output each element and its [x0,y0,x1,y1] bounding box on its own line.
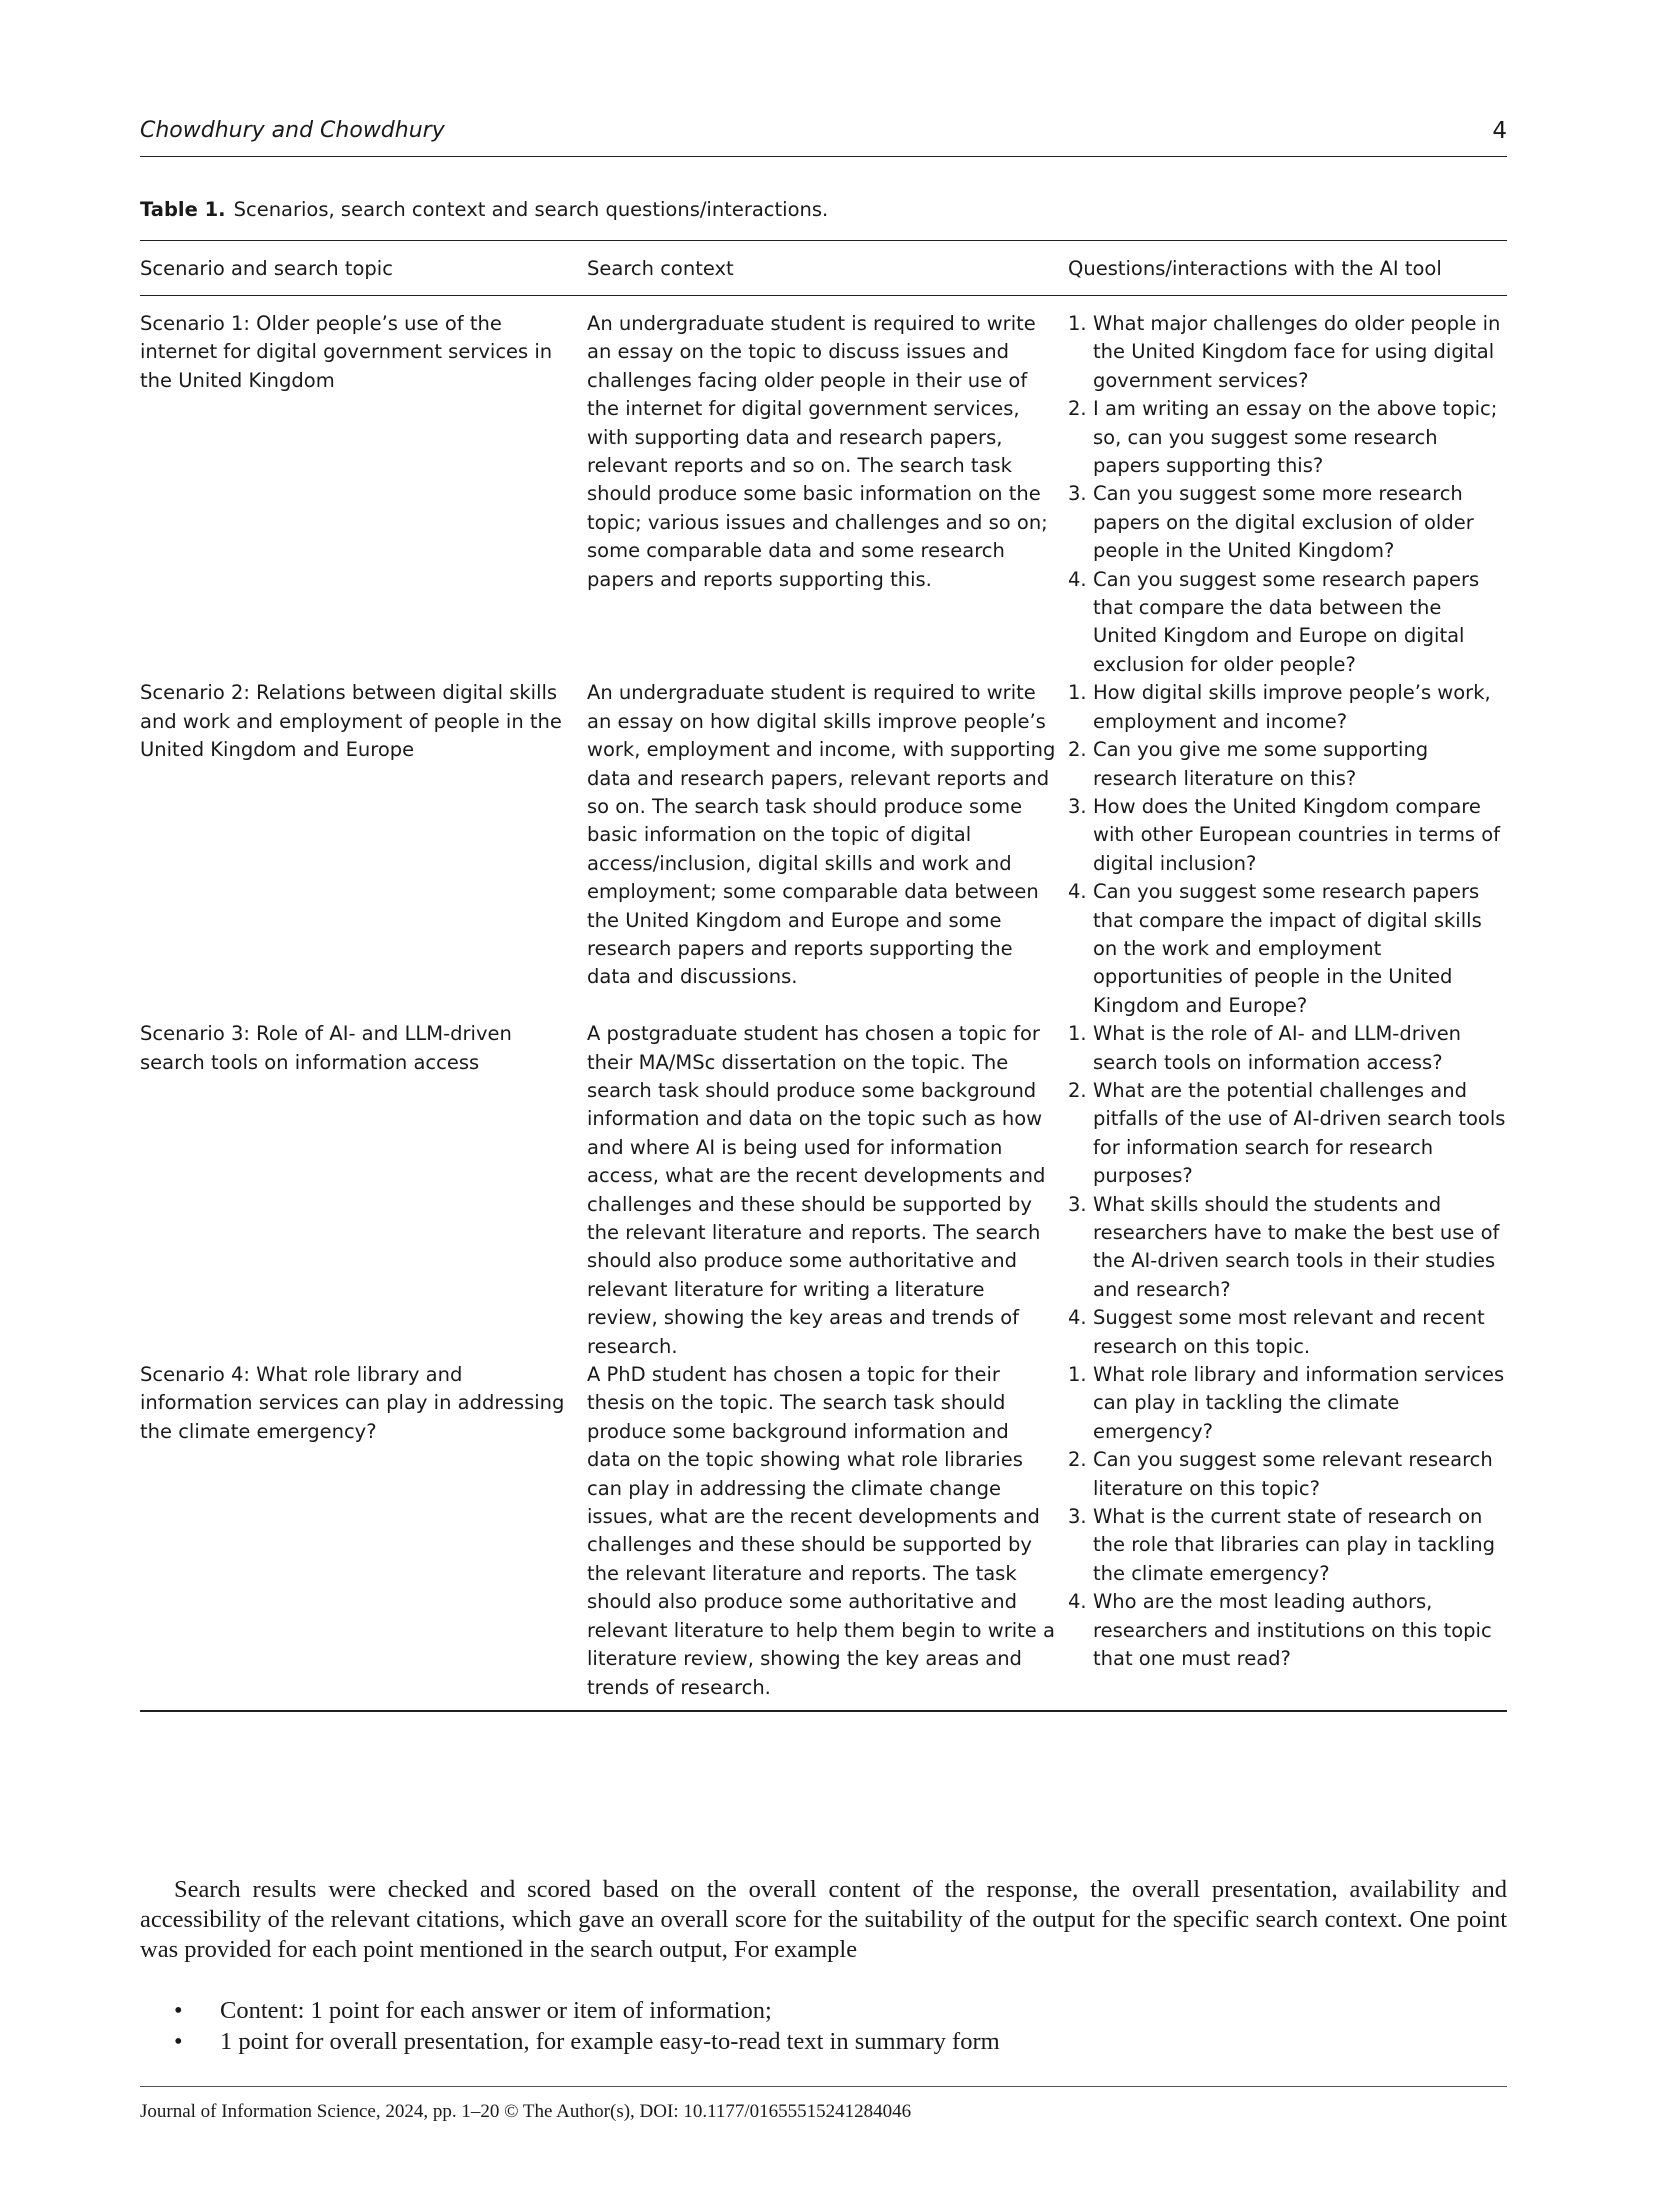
running-head-authors: Chowdhury and Chowdhury [140,118,445,143]
column-header-questions: Questions/interactions with the AI tool [1068,256,1442,280]
question-text: What is the role of AI- and LLM-driven search tools on information access? [1093,1022,1462,1074]
context-cell: A PhD student has chosen a topic for their thesis on the topic. The search task should produce some background information and data on the topic showing what role libraries can play in addressing the climate change issues, what are the recent developments and challenges and these should be supported by the relevant literature and reports. The task should also produce some authoritative and relevant literature to help them begin to write a literature review, showing the key areas and trends of research. [587,1363,1055,1699]
question-text: What skills should the students and researchers have to make the best use of the AI-driven search tools in their studies and research? [1093,1192,1500,1301]
table-row [140,1020,1507,1361]
question-text: How digital skills improve people’s work, employment and income? [1093,681,1491,733]
bullet-item [140,2026,1507,2057]
question-number: 2. [1068,397,1087,421]
questions-cell [1068,1020,1507,1361]
page [140,0,1507,2205]
question-item [1068,679,1507,736]
scenario-cell: Scenario 2: Relations between digital skills and work and employment of people in the United Kingdom and Europe [140,681,562,762]
question-item [1068,395,1507,480]
table-label: Table 1. [140,198,226,221]
question-text: What role library and information services can play in tackling the climate emergency? [1093,1363,1505,1443]
question-text: Can you suggest some more research papers on the digital exclusion of older people in the United Kingdom? [1093,482,1474,563]
question-item [1068,1361,1507,1446]
question-number: 3. [1068,1505,1087,1529]
column-header-scenario: Scenario and search topic [140,256,393,280]
question-list [1068,1361,1507,1673]
questions-cell [1068,1361,1507,1673]
question-list [1068,679,1507,1020]
question-text: How does the United Kingdom compare with other European countries in terms of digital inclusion? [1093,794,1501,875]
question-item [1068,1304,1507,1361]
question-text: What are the potential challenges and pitfalls of the use of AI-driven search tools for information search for research purposes? [1093,1078,1506,1188]
table-row [140,679,1507,1020]
table-row [140,1361,1507,1702]
context-cell: A postgraduate student has chosen a topic for their MA/MSc dissertation on the topic. The search task should produce some background information and data on the topic such as how and where AI is being used for information access, what are the recent developments and challenges and these should be supported by the relevant literature and reports. The search should also produce some authoritative and relevant literature for writing a literature review, showing the key areas and trends of research. [587,1022,1046,1358]
question-text: I am writing an essay on the above topic; so, can you suggest some research papers supporting this? [1093,397,1498,478]
bullet-icon: • [174,2028,183,2055]
bullet-item [140,1995,1507,2026]
running-head [140,116,1507,157]
scenario-cell: Scenario 4: What role library and information services can play in addressing the climate emergency? [140,1363,565,1443]
bullet-text: 1 point for overall presentation, for example easy-to-read text in summary form [220,2028,1000,2055]
question-number: 4. [1068,1590,1087,1614]
question-item [1068,1077,1507,1191]
table-header-row [140,241,1507,296]
question-number: 4. [1068,880,1087,904]
question-item [1068,793,1507,878]
question-item [1068,736,1507,793]
question-number: 3. [1068,1192,1087,1216]
question-text: What major challenges do older people in the United Kingdom face for using digital government services? [1093,312,1501,392]
question-item [1068,878,1507,1020]
bullet-text: Content: 1 point for each answer or item of information; [220,1997,772,2024]
question-text: Can you suggest some research papers that compare the data between the United Kingdom and Europe on digital exclusion for older people? [1093,567,1480,676]
table-caption [140,198,828,221]
question-list [1068,1020,1507,1361]
bullet-list [140,1995,1507,2057]
question-number: 1. [1068,312,1087,335]
question-number: 1. [1068,1022,1087,1046]
context-cell: An undergraduate student is required to write an essay on the topic to discuss issues and challenges facing older people in their use of the internet for digital government services, with supporting data and research papers, relevant reports and so on. The search task should produce some basic information on the topic; various issues and challenges and so on; some comparable data and some research papers and reports supporting this. [587,312,1048,591]
context-cell: An undergraduate student is required to write an essay on how digital skills improve people’s work, employment and income, with supporting data and research papers, relevant reports and so on. The search task should produce some basic information on the topic of digital access/inclusion, digital skills and work and employment; some comparable data between the United Kingdom and Europe and some research papers and reports supporting the data and discussions. [587,681,1056,989]
question-number: 1. [1068,681,1087,705]
table-row [140,310,1507,679]
table-caption-text: Scenarios, search context and search questions/interactions. [233,198,829,221]
question-item [1068,480,1507,565]
page-number: 4 [1492,118,1507,144]
question-text: What is the current state of research on the role that libraries can play in tackling the climate emergency? [1093,1505,1495,1585]
column-header-context: Search context [587,256,734,280]
question-text: Who are the most leading authors, researchers and institutions on this topic that one must read? [1093,1590,1492,1671]
question-item [1068,1446,1507,1503]
scenarios-table [140,240,1507,1712]
questions-cell [1068,310,1507,679]
question-text: Can you give me some supporting research literature on this? [1093,738,1429,790]
question-item [1068,566,1507,680]
question-item [1068,1503,1507,1588]
question-text: Can you suggest some research papers that compare the impact of digital skills on the work and employment opportunities of people in the United Kingdom and Europe? [1093,880,1482,1017]
question-number: 1. [1068,1363,1087,1387]
question-number: 4. [1068,1306,1087,1330]
scenario-cell: Scenario 3: Role of AI- and LLM-driven search tools on information access [140,1022,512,1074]
question-number: 2. [1068,1448,1087,1472]
question-text: Suggest some most relevant and recent research on this topic. [1093,1306,1485,1358]
question-number: 2. [1068,738,1087,762]
question-item [1068,310,1507,395]
question-list [1068,310,1507,679]
body-paragraph: Search results were checked and scored based on the overall content of the response, the overall presentation, availability and accessibility of the relevant citations, which gave an overall score for the suitability of the output for the specific search context. One point was provided for each point mentioned in the search output, For example [140,1875,1507,1963]
question-text: Can you suggest some relevant research literature on this topic? [1093,1448,1493,1500]
question-item [1068,1588,1507,1673]
question-number: 3. [1068,794,1087,818]
question-item [1068,1191,1507,1305]
question-number: 3. [1068,482,1087,506]
table-body [140,296,1507,1710]
question-item [1068,1020,1507,1077]
question-number: 4. [1068,567,1087,591]
page-footer: Journal of Information Science, 2024, pp. 1–20 © The Author(s), DOI: 10.1177/01655515241284046 [140,2086,1507,2123]
scenario-cell: Scenario 1: Older people’s use of the internet for digital government services in the United Kingdom [140,312,553,392]
bullet-icon: • [174,1997,183,2024]
question-number: 2. [1068,1078,1087,1102]
questions-cell [1068,679,1507,1020]
